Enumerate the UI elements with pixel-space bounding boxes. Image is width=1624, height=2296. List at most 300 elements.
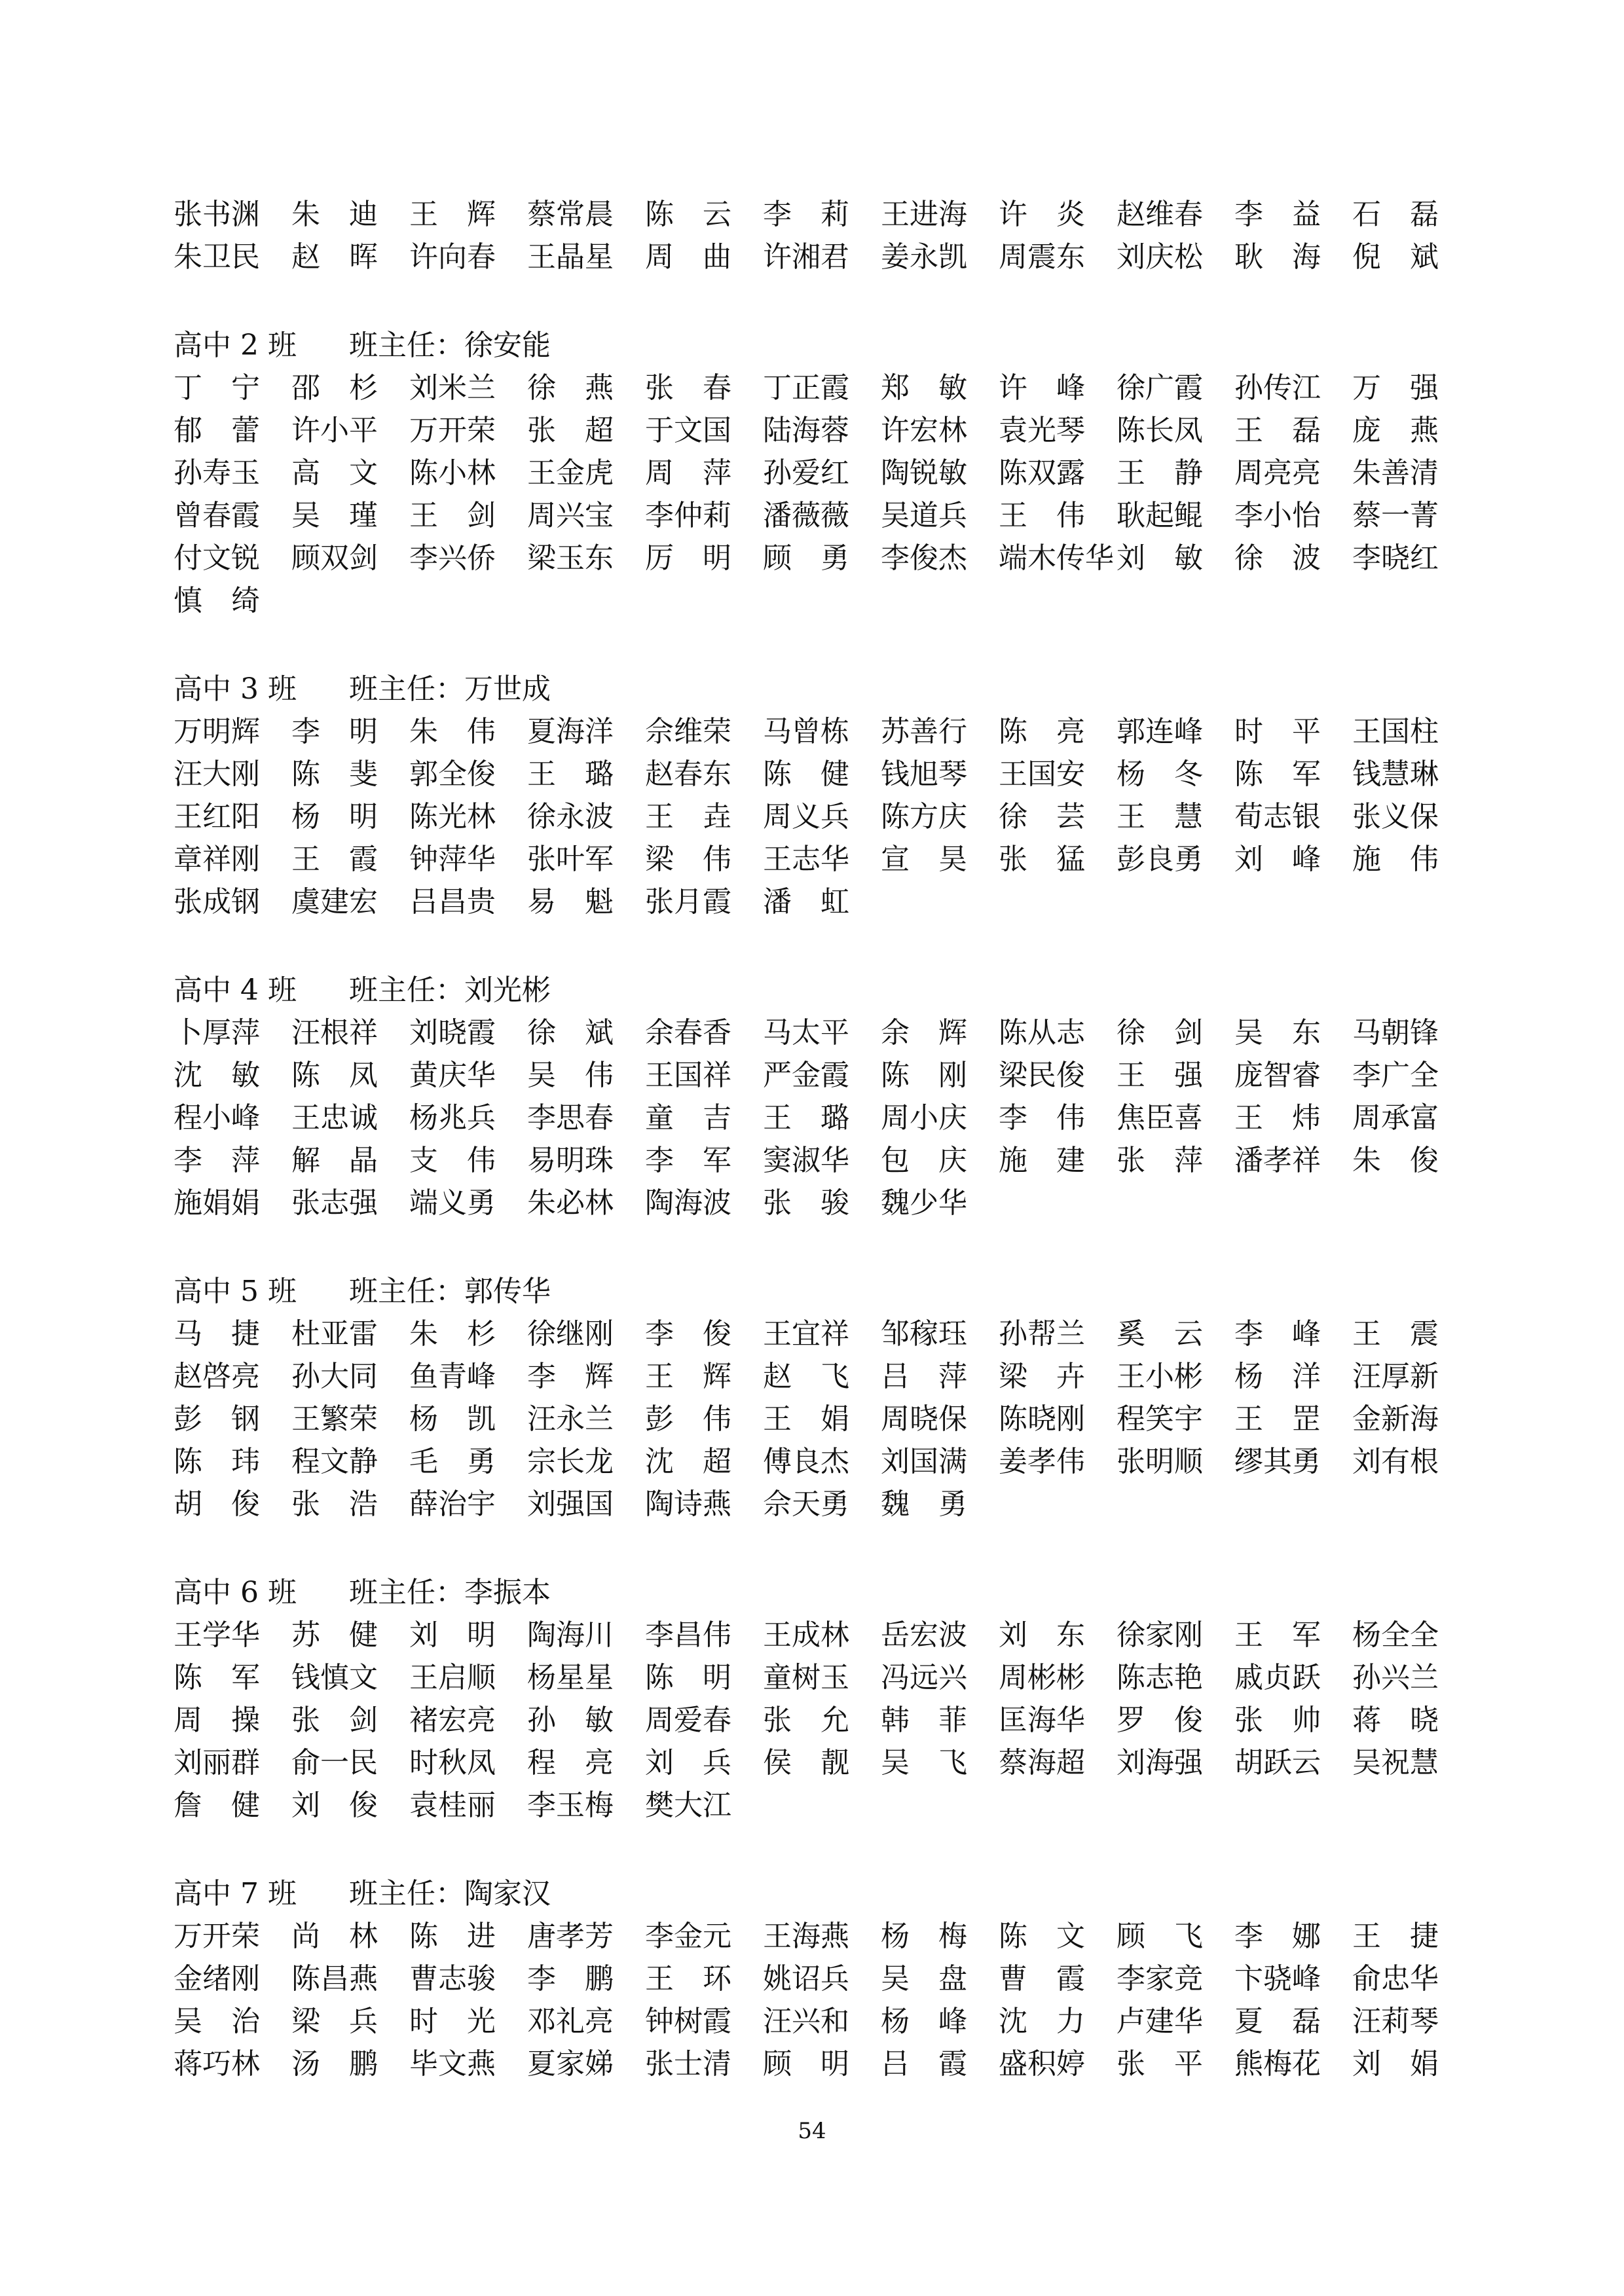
student-name: 陶锐敏 xyxy=(881,456,967,490)
student-name: 匡海华 xyxy=(999,1704,1085,1737)
student-name: 熊梅花 xyxy=(1234,2047,1321,2081)
student-name: 王 慧 xyxy=(1116,800,1203,833)
name-row xyxy=(174,1699,1470,1741)
student-name: 付文锐 xyxy=(174,541,260,575)
student-name: 王宜祥 xyxy=(763,1317,849,1351)
student-name: 沈 力 xyxy=(999,2005,1085,2038)
student-name: 汪厚新 xyxy=(1352,1360,1439,1393)
student-name: 严金霞 xyxy=(763,1059,849,1092)
student-name: 陶海波 xyxy=(645,1186,731,1220)
student-name: 姜孝伟 xyxy=(999,1445,1085,1478)
section-gap xyxy=(174,1827,1470,1872)
student-name: 庞智睿 xyxy=(1234,1059,1321,1092)
student-name: 胡跃云 xyxy=(1234,1746,1321,1779)
student-name: 刘庆松 xyxy=(1116,240,1203,274)
student-name: 李小怡 xyxy=(1234,499,1321,532)
student-name: 李 莉 xyxy=(763,198,849,231)
student-name: 张 浩 xyxy=(291,1487,378,1521)
student-name: 李 萍 xyxy=(174,1144,260,1177)
student-name: 毛 勇 xyxy=(409,1445,496,1478)
continued-name-list xyxy=(174,193,1470,278)
class-header xyxy=(174,1872,1470,1915)
class-header xyxy=(174,969,1470,1011)
student-name: 蒋巧林 xyxy=(174,2047,260,2081)
student-name: 胡 俊 xyxy=(174,1487,260,1521)
student-name: 王 璐 xyxy=(763,1101,849,1135)
student-name: 李 娜 xyxy=(1234,1920,1321,1953)
student-name: 宣 昊 xyxy=(881,843,967,876)
class-name: 高中 3 班 xyxy=(174,672,297,706)
student-name: 薛治宇 xyxy=(409,1487,496,1521)
section-gap xyxy=(174,1224,1470,1270)
student-name: 李家竞 xyxy=(1116,1962,1203,1995)
student-name: 杨 梅 xyxy=(881,1920,967,1953)
name-row xyxy=(174,1097,1470,1139)
student-name: 蔡一菁 xyxy=(1352,499,1439,532)
student-name: 陈 军 xyxy=(1234,757,1321,791)
student-name: 耿 海 xyxy=(1234,240,1321,274)
name-row xyxy=(174,1784,1470,1827)
class-header xyxy=(174,1571,1470,1614)
class-header xyxy=(174,1270,1470,1313)
class-name: 高中 4 班 xyxy=(174,974,297,1007)
student-name: 王 辉 xyxy=(409,198,496,231)
student-name: 奚 云 xyxy=(1116,1317,1203,1351)
name-row xyxy=(174,537,1470,579)
student-name: 盛积婷 xyxy=(999,2047,1085,2081)
student-name: 苏善行 xyxy=(881,715,967,748)
student-name: 刘 峰 xyxy=(1234,843,1321,876)
student-name: 马朝锋 xyxy=(1352,1016,1439,1049)
section-gap xyxy=(174,1525,1470,1571)
student-name: 端木传华 xyxy=(999,541,1114,575)
student-name: 陈 文 xyxy=(999,1920,1085,1953)
student-name: 张 萍 xyxy=(1116,1144,1203,1177)
student-name: 陈 健 xyxy=(763,757,849,791)
class-section xyxy=(174,1571,1470,1827)
student-name: 杨 冬 xyxy=(1116,757,1203,791)
student-name: 徐 芸 xyxy=(999,800,1085,833)
student-name: 许 峰 xyxy=(999,371,1085,405)
student-name: 王 军 xyxy=(1234,1618,1321,1652)
name-row xyxy=(174,1958,1470,2000)
name-row xyxy=(174,236,1470,278)
student-name: 梁 伟 xyxy=(645,843,731,876)
student-name: 荀志银 xyxy=(1234,800,1321,833)
student-name: 詹 健 xyxy=(174,1789,260,1822)
student-name: 周兴宝 xyxy=(527,499,614,532)
name-row xyxy=(174,494,1470,537)
student-name: 王红阳 xyxy=(174,800,260,833)
student-name: 吴 瑾 xyxy=(291,499,378,532)
student-name: 焦臣喜 xyxy=(1116,1101,1203,1135)
class-section xyxy=(174,969,1470,1224)
student-name: 万 强 xyxy=(1352,371,1439,405)
student-name: 李仲莉 xyxy=(645,499,731,532)
student-name: 苏 健 xyxy=(291,1618,378,1652)
student-name: 汪大刚 xyxy=(174,757,260,791)
student-name: 杨兆兵 xyxy=(409,1101,496,1135)
name-row xyxy=(174,2043,1470,2085)
student-name: 张 帅 xyxy=(1234,1704,1321,1737)
student-name: 朱 俊 xyxy=(1352,1144,1439,1177)
student-name: 汪永兰 xyxy=(527,1402,614,1436)
student-name: 马曾栋 xyxy=(763,715,849,748)
student-name: 杜亚雷 xyxy=(291,1317,378,1351)
student-name: 冯远兴 xyxy=(881,1661,967,1694)
student-name: 梁民俊 xyxy=(999,1059,1085,1092)
student-name: 王 环 xyxy=(645,1962,731,1995)
student-name: 程 亮 xyxy=(527,1746,614,1779)
student-name: 杨 明 xyxy=(291,800,378,833)
name-row xyxy=(174,1139,1470,1182)
student-name: 章祥刚 xyxy=(174,843,260,876)
student-name: 孙传江 xyxy=(1234,371,1321,405)
student-name: 程小峰 xyxy=(174,1101,260,1135)
section-gap xyxy=(174,622,1470,668)
name-row xyxy=(174,1398,1470,1440)
student-name: 朱卫民 xyxy=(174,240,260,274)
student-name: 孙兴兰 xyxy=(1352,1661,1439,1694)
student-name: 刘 兵 xyxy=(645,1746,731,1779)
student-name: 顾 明 xyxy=(763,2047,849,2081)
name-row xyxy=(174,1355,1470,1398)
student-name: 时秋凤 xyxy=(409,1746,496,1779)
student-name: 周彬彬 xyxy=(999,1661,1085,1694)
name-row xyxy=(174,1313,1470,1355)
student-name: 姜永凯 xyxy=(881,240,967,274)
student-name: 陈光林 xyxy=(409,800,496,833)
student-name: 张明顺 xyxy=(1116,1445,1203,1478)
student-name: 徐广霞 xyxy=(1116,371,1203,405)
student-name: 张 猛 xyxy=(999,843,1085,876)
student-name: 王晶星 xyxy=(527,240,614,274)
student-name: 耿起鲲 xyxy=(1116,499,1203,532)
student-name: 王 炜 xyxy=(1234,1101,1321,1135)
student-name: 王成林 xyxy=(763,1618,849,1652)
class-header xyxy=(174,668,1470,710)
student-name: 郁 蕾 xyxy=(174,414,260,447)
student-name: 徐永波 xyxy=(527,800,614,833)
student-name: 王国柱 xyxy=(1352,715,1439,748)
student-name: 张叶军 xyxy=(527,843,614,876)
student-name: 易明珠 xyxy=(527,1144,614,1177)
student-name: 陈 云 xyxy=(645,198,731,231)
student-name: 钱旭琴 xyxy=(881,757,967,791)
name-row xyxy=(174,409,1470,452)
student-name: 徐家刚 xyxy=(1116,1618,1203,1652)
class-header xyxy=(174,324,1470,367)
student-name: 韩 菲 xyxy=(881,1704,967,1737)
student-name: 袁桂丽 xyxy=(409,1789,496,1822)
student-name: 陈 刚 xyxy=(881,1059,967,1092)
student-name: 邓礼亮 xyxy=(527,2005,614,2038)
student-name: 金绪刚 xyxy=(174,1962,260,1995)
student-name: 王 娟 xyxy=(763,1402,849,1436)
student-name: 彭 伟 xyxy=(645,1402,731,1436)
student-name: 陈 斐 xyxy=(291,757,378,791)
student-name: 时 平 xyxy=(1234,715,1321,748)
student-name: 李 益 xyxy=(1234,198,1321,231)
student-name: 杨 凯 xyxy=(409,1402,496,1436)
student-name: 马 捷 xyxy=(174,1317,260,1351)
student-name: 王国祥 xyxy=(645,1059,731,1092)
student-name: 朱必林 xyxy=(527,1186,614,1220)
student-name: 周小庆 xyxy=(881,1101,967,1135)
student-name: 朱 伟 xyxy=(409,715,496,748)
student-name: 徐 波 xyxy=(1234,541,1321,575)
student-name: 李金元 xyxy=(645,1920,731,1953)
student-name: 孙 敏 xyxy=(527,1704,614,1737)
homeroom-teacher: 班主任：郭传华 xyxy=(348,1275,551,1308)
student-name: 王 剑 xyxy=(409,499,496,532)
student-name: 虞建宏 xyxy=(291,885,378,919)
student-name: 王 强 xyxy=(1116,1059,1203,1092)
student-name: 刘 俊 xyxy=(291,1789,378,1822)
student-name: 许湘君 xyxy=(763,240,849,274)
student-name: 张 允 xyxy=(763,1704,849,1737)
student-name: 顾 勇 xyxy=(763,541,849,575)
student-name: 王国安 xyxy=(999,757,1085,791)
student-name: 朱善清 xyxy=(1352,456,1439,490)
name-row xyxy=(174,1182,1470,1224)
student-name: 童 吉 xyxy=(645,1101,731,1135)
homeroom-teacher: 班主任：刘光彬 xyxy=(348,974,551,1007)
class-section xyxy=(174,324,1470,622)
student-name: 刘国满 xyxy=(881,1445,967,1478)
student-name: 傅良杰 xyxy=(763,1445,849,1478)
student-name: 周震东 xyxy=(999,240,1085,274)
student-name: 顾 飞 xyxy=(1116,1920,1203,1953)
student-name: 彭 钢 xyxy=(174,1402,260,1436)
student-name: 李俊杰 xyxy=(881,541,967,575)
student-name: 陶诗燕 xyxy=(645,1487,731,1521)
student-name: 张月霞 xyxy=(645,885,731,919)
student-name: 石 磊 xyxy=(1352,198,1439,231)
student-name: 陆海蓉 xyxy=(763,414,849,447)
student-name: 蒋 晓 xyxy=(1352,1704,1439,1737)
student-name: 刘海强 xyxy=(1116,1746,1203,1779)
student-name: 吴道兵 xyxy=(881,499,967,532)
student-name: 端义勇 xyxy=(409,1186,496,1220)
student-name: 李 俊 xyxy=(645,1317,731,1351)
student-name: 曹 霞 xyxy=(999,1962,1085,1995)
student-name: 马太平 xyxy=(763,1016,849,1049)
student-name: 时 光 xyxy=(409,2005,496,2038)
student-name: 褚宏亮 xyxy=(409,1704,496,1737)
student-name: 姚诏兵 xyxy=(763,1962,849,1995)
student-name: 陈长凤 xyxy=(1116,414,1203,447)
student-name: 陈 亮 xyxy=(999,715,1085,748)
student-name: 袁光琴 xyxy=(999,414,1085,447)
student-name: 金新海 xyxy=(1352,1402,1439,1436)
class-name: 高中 6 班 xyxy=(174,1576,297,1609)
student-name: 李思春 xyxy=(527,1101,614,1135)
student-name: 徐 剑 xyxy=(1116,1016,1203,1049)
student-name: 俞一民 xyxy=(291,1746,378,1779)
student-name: 陈 玮 xyxy=(174,1445,260,1478)
student-name: 徐继刚 xyxy=(527,1317,614,1351)
student-name: 王 霞 xyxy=(291,843,378,876)
student-name: 夏海洋 xyxy=(527,715,614,748)
student-name: 赵啓亮 xyxy=(174,1360,260,1393)
name-row xyxy=(174,1656,1470,1699)
homeroom-teacher: 班主任：万世成 xyxy=(348,672,551,706)
student-name: 高 文 xyxy=(291,456,378,490)
student-name: 尚 林 xyxy=(291,1920,378,1953)
student-name: 丁正霞 xyxy=(763,371,849,405)
student-name: 佘天勇 xyxy=(763,1487,849,1521)
student-name: 邹稼珏 xyxy=(881,1317,967,1351)
student-name: 张义保 xyxy=(1352,800,1439,833)
student-name: 李玉梅 xyxy=(527,1789,614,1822)
student-name: 吴 伟 xyxy=(527,1059,614,1092)
student-name: 李 伟 xyxy=(999,1101,1085,1135)
student-name: 王金虎 xyxy=(527,456,614,490)
student-name: 张志强 xyxy=(291,1186,378,1220)
student-name: 魏少华 xyxy=(881,1186,967,1220)
student-name: 余春香 xyxy=(645,1016,731,1049)
student-name: 赵春东 xyxy=(645,757,731,791)
class-name: 高中 2 班 xyxy=(174,329,297,362)
student-name: 窦淑华 xyxy=(763,1144,849,1177)
student-name: 王启顺 xyxy=(409,1661,496,1694)
student-name: 鱼青峰 xyxy=(409,1360,496,1393)
student-name: 卢建华 xyxy=(1116,2005,1203,2038)
student-name: 李 明 xyxy=(291,715,378,748)
student-name: 程文静 xyxy=(291,1445,378,1478)
student-name: 魏 勇 xyxy=(881,1487,967,1521)
student-name: 徐 燕 xyxy=(527,371,614,405)
student-name: 周亮亮 xyxy=(1234,456,1321,490)
student-name: 施娟娟 xyxy=(174,1186,260,1220)
student-name: 张成钢 xyxy=(174,885,260,919)
student-name: 吴祝慧 xyxy=(1352,1746,1439,1779)
student-name: 刘晓霞 xyxy=(409,1016,496,1049)
student-name: 毕文燕 xyxy=(409,2047,496,2081)
student-name: 周义兵 xyxy=(763,800,849,833)
student-name: 童树玉 xyxy=(763,1661,849,1694)
name-row xyxy=(174,838,1470,881)
student-name: 汪兴和 xyxy=(763,2005,849,2038)
student-name: 张 剑 xyxy=(291,1704,378,1737)
student-name: 王 辉 xyxy=(645,1360,731,1393)
student-name: 樊大江 xyxy=(645,1789,731,1822)
student-name: 吴 盘 xyxy=(881,1962,967,1995)
student-name: 王 伟 xyxy=(999,499,1085,532)
student-name: 杨 峰 xyxy=(881,2005,967,2038)
student-name: 周 曲 xyxy=(645,240,731,274)
student-name: 杨星星 xyxy=(527,1661,614,1694)
student-name: 杨全全 xyxy=(1352,1618,1439,1652)
student-name: 孙帮兰 xyxy=(999,1317,1085,1351)
class-name: 高中 7 班 xyxy=(174,1877,297,1910)
student-name: 李晓红 xyxy=(1352,541,1439,575)
student-name: 彭良勇 xyxy=(1116,843,1203,876)
student-name: 吴 飞 xyxy=(881,1746,967,1779)
name-row xyxy=(174,753,1470,795)
student-name: 杨 洋 xyxy=(1234,1360,1321,1393)
student-name: 卜厚萍 xyxy=(174,1016,260,1049)
student-name: 宗长龙 xyxy=(527,1445,614,1478)
student-name: 顾双剑 xyxy=(291,541,378,575)
student-name: 张 平 xyxy=(1116,2047,1203,2081)
student-name: 倪 斌 xyxy=(1352,240,1439,274)
student-name: 钱慎文 xyxy=(291,1661,378,1694)
student-name: 吕 霞 xyxy=(881,2047,967,2081)
student-name: 赵维春 xyxy=(1116,198,1203,231)
student-name: 陈 军 xyxy=(174,1661,260,1694)
student-name: 梁 卉 xyxy=(999,1360,1085,1393)
student-name: 赵 飞 xyxy=(763,1360,849,1393)
student-name: 程笑宇 xyxy=(1116,1402,1203,1436)
student-name: 夏家娣 xyxy=(527,2047,614,2081)
student-name: 李兴侨 xyxy=(409,541,496,575)
student-name: 朱 杉 xyxy=(409,1317,496,1351)
name-row xyxy=(174,1054,1470,1097)
student-name: 庞 燕 xyxy=(1352,414,1439,447)
student-name: 李 辉 xyxy=(527,1360,614,1393)
student-name: 唐孝芳 xyxy=(527,1920,614,1953)
student-name: 陈晓刚 xyxy=(999,1402,1085,1436)
student-name: 李 峰 xyxy=(1234,1317,1321,1351)
student-name: 李昌伟 xyxy=(645,1618,731,1652)
student-name: 王学华 xyxy=(174,1618,260,1652)
student-name: 陈 进 xyxy=(409,1920,496,1953)
name-row xyxy=(174,367,1470,409)
student-name: 梁 兵 xyxy=(291,2005,378,2038)
student-name: 徐 斌 xyxy=(527,1016,614,1049)
student-name: 张士清 xyxy=(645,2047,731,2081)
student-name: 汪莉琴 xyxy=(1352,2005,1439,2038)
student-name: 王 璐 xyxy=(527,757,614,791)
student-name: 朱 迪 xyxy=(291,198,378,231)
student-name: 黄庆华 xyxy=(409,1059,496,1092)
student-name: 李 军 xyxy=(645,1144,731,1177)
student-name: 厉 明 xyxy=(645,541,731,575)
student-name: 于文国 xyxy=(645,414,731,447)
name-row xyxy=(174,1011,1470,1054)
name-row xyxy=(174,710,1470,753)
homeroom-teacher: 班主任：李振本 xyxy=(348,1576,551,1609)
student-name: 王进海 xyxy=(881,198,967,231)
page-number: 54 xyxy=(798,2118,826,2144)
student-name: 许 炎 xyxy=(999,198,1085,231)
student-name: 施 伟 xyxy=(1352,843,1439,876)
name-row xyxy=(174,1614,1470,1656)
student-name: 刘 明 xyxy=(409,1618,496,1652)
student-name: 陈 明 xyxy=(645,1661,731,1694)
class-name: 高中 5 班 xyxy=(174,1275,297,1308)
homeroom-teacher: 班主任：陶家汉 xyxy=(348,1877,551,1910)
student-name: 张 超 xyxy=(527,414,614,447)
student-name: 易 魁 xyxy=(527,885,614,919)
student-name: 潘薇薇 xyxy=(763,499,849,532)
student-name: 王 静 xyxy=(1116,456,1203,490)
class-section xyxy=(174,1270,1470,1525)
student-name: 钟树霞 xyxy=(645,2005,731,2038)
student-name: 陈从志 xyxy=(999,1016,1085,1049)
name-row xyxy=(174,1440,1470,1483)
student-name: 周晓保 xyxy=(881,1402,967,1436)
name-row xyxy=(174,2000,1470,2043)
student-name: 万开荣 xyxy=(409,414,496,447)
student-name: 沈 敏 xyxy=(174,1059,260,1092)
student-name: 万开荣 xyxy=(174,1920,260,1953)
student-name: 郑 敏 xyxy=(881,371,967,405)
student-name: 陶海川 xyxy=(527,1618,614,1652)
name-row xyxy=(174,579,1470,622)
